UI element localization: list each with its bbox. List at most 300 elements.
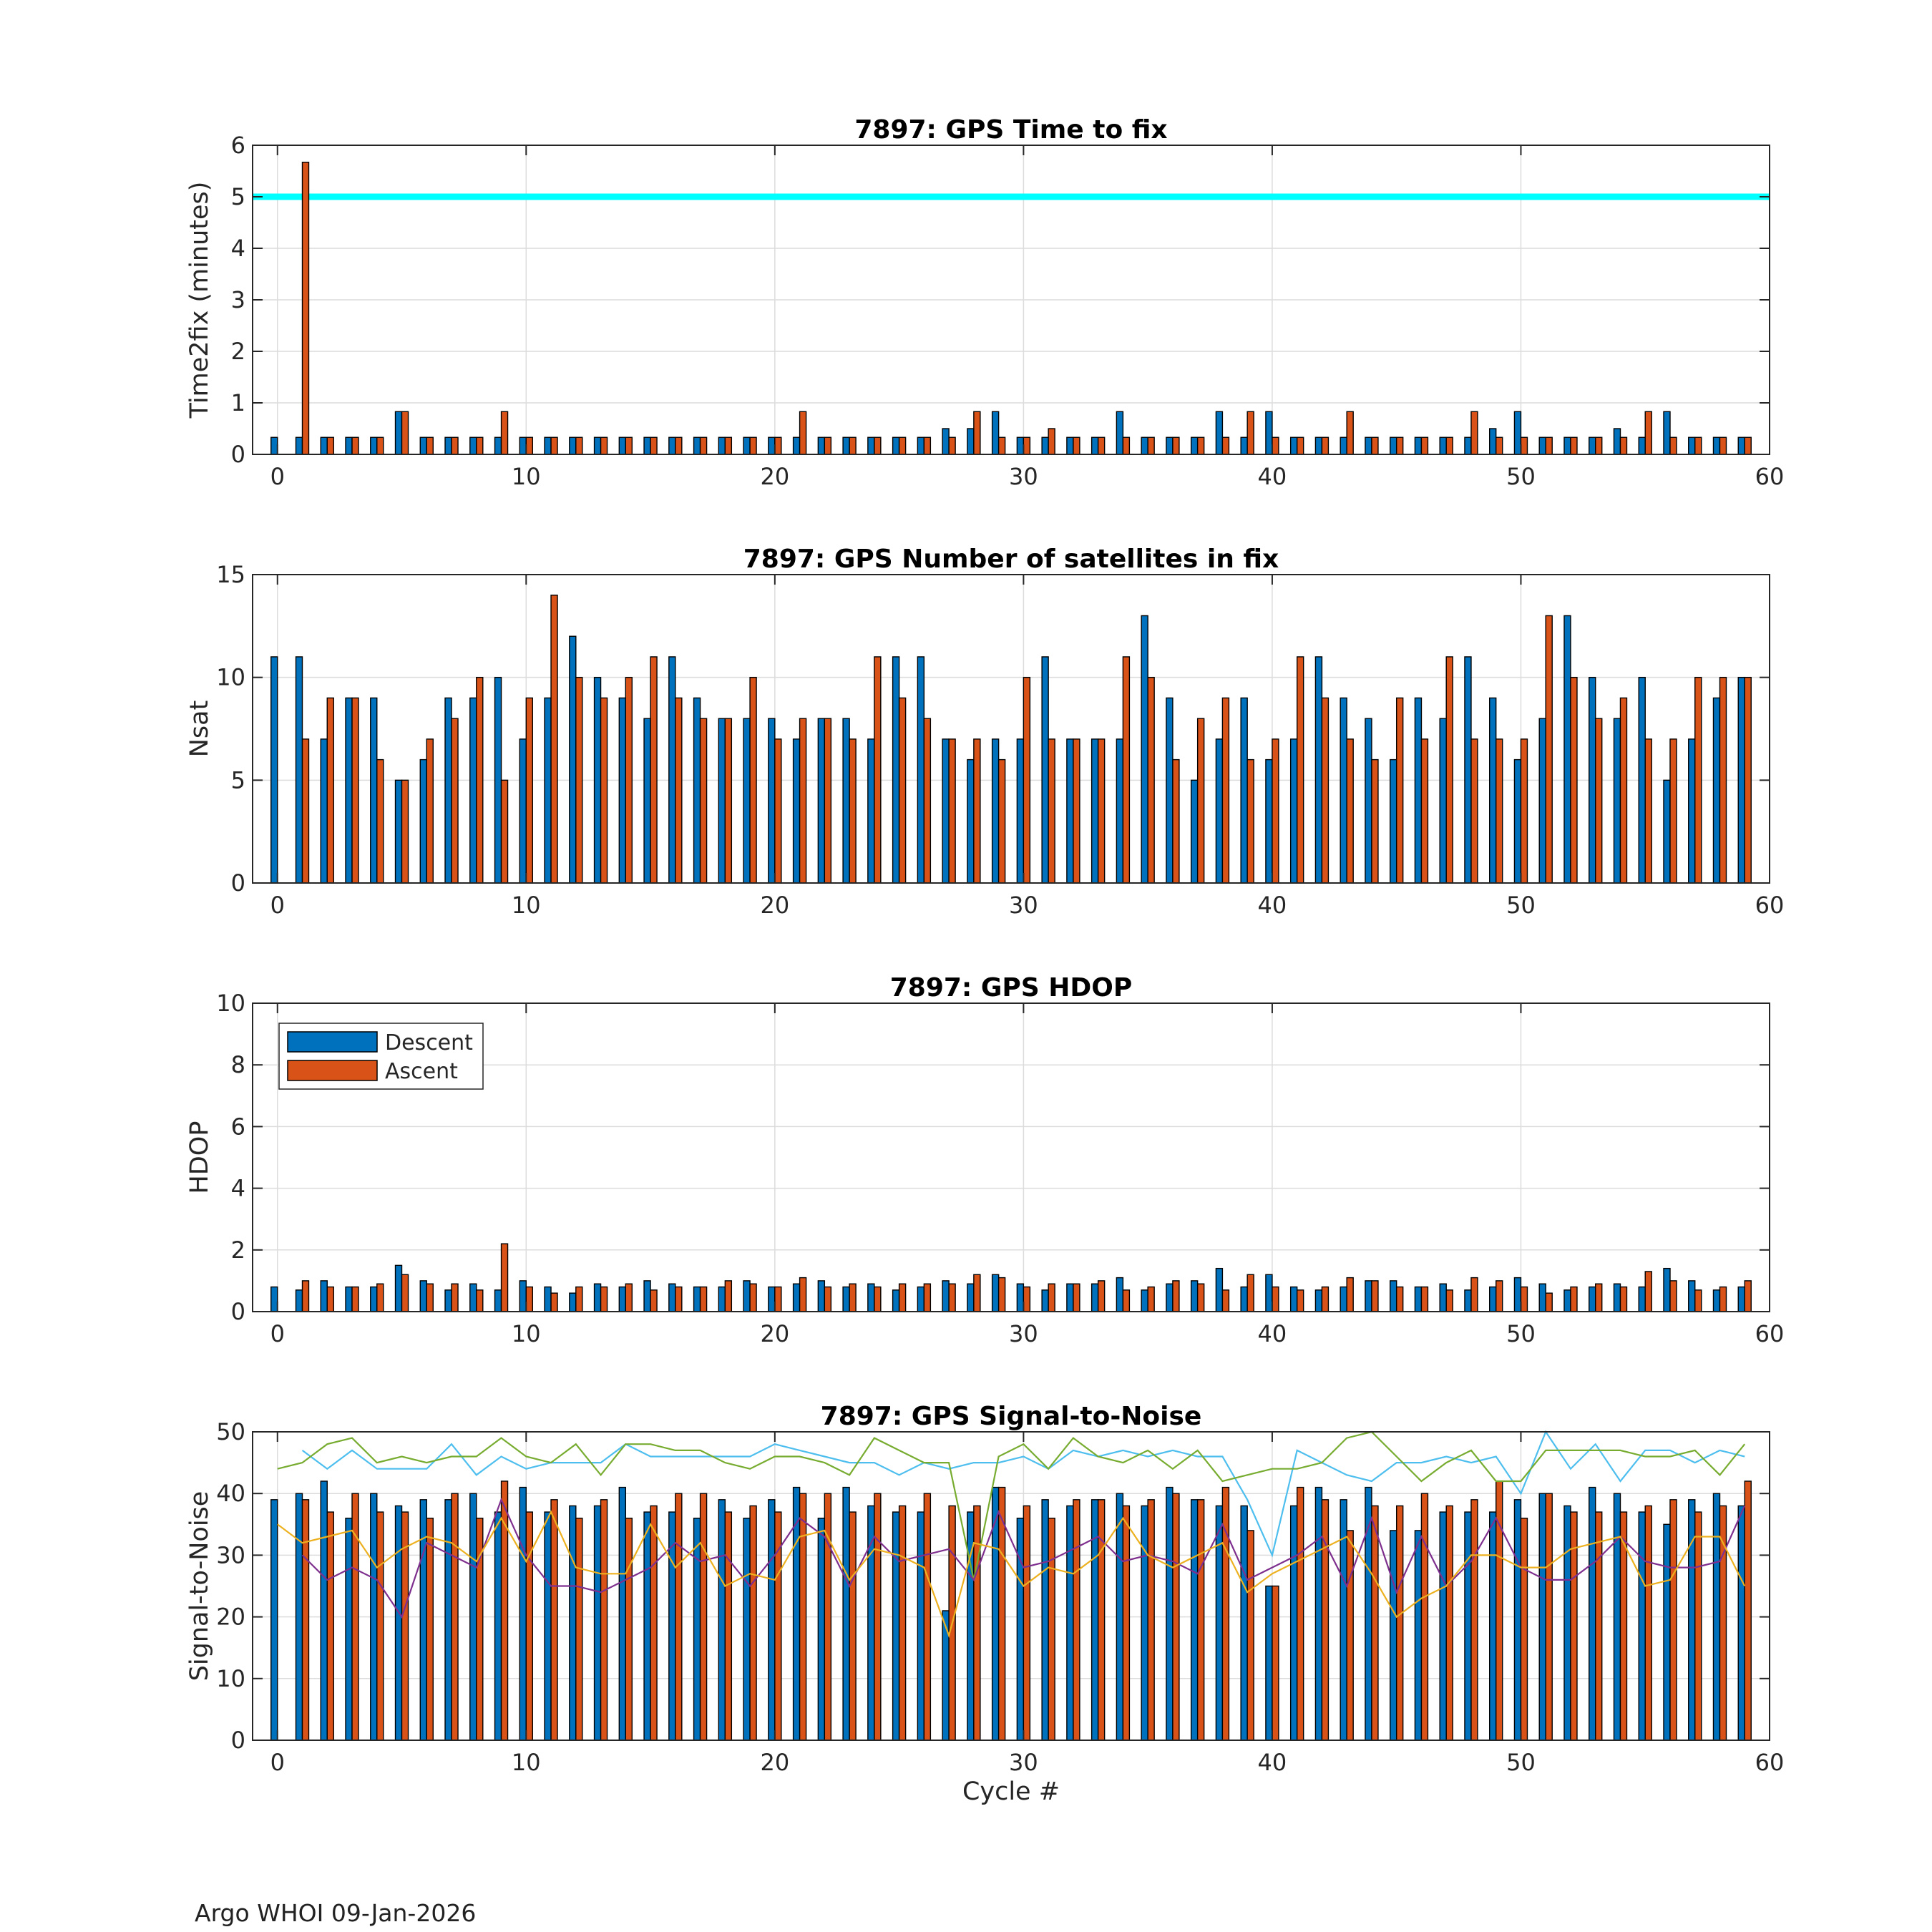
ascent-bar bbox=[477, 678, 483, 883]
ascent-bar bbox=[675, 698, 682, 883]
descent-bar bbox=[1465, 1512, 1471, 1740]
y-tick-label: 1 bbox=[230, 389, 245, 416]
y-tick-label: 0 bbox=[230, 869, 245, 897]
descent-bar bbox=[743, 1281, 750, 1312]
ascent-bar bbox=[949, 1284, 955, 1312]
ascent-bar bbox=[1148, 1287, 1154, 1312]
ascent-bar bbox=[327, 1287, 333, 1312]
descent-bar bbox=[818, 718, 824, 883]
ascent-bar bbox=[874, 657, 881, 883]
ascent-bar bbox=[1421, 1287, 1428, 1312]
x-tick-label: 10 bbox=[511, 1749, 541, 1776]
ascent-bar bbox=[1670, 739, 1677, 883]
x-tick-label: 20 bbox=[760, 1320, 790, 1347]
descent-bar bbox=[346, 1518, 352, 1740]
descent-bar bbox=[1589, 1287, 1596, 1312]
ascent-bar bbox=[452, 1493, 458, 1740]
ascent-bar bbox=[601, 698, 608, 883]
ascent-bar bbox=[1446, 1506, 1453, 1740]
chart-title: 7897: GPS Time to fix bbox=[854, 115, 1168, 145]
descent-bar bbox=[1191, 1500, 1198, 1740]
descent-bar bbox=[1092, 1284, 1098, 1312]
descent-bar bbox=[1390, 760, 1397, 883]
ascent-bar bbox=[1347, 411, 1353, 454]
ascent-bar bbox=[1023, 437, 1030, 454]
ascent-bar bbox=[1745, 678, 1751, 883]
ascent-bar bbox=[650, 1290, 657, 1312]
ascent-bar bbox=[725, 1281, 731, 1312]
x-tick-label: 60 bbox=[1755, 1749, 1785, 1776]
ascent-bar bbox=[824, 437, 831, 454]
descent-bar bbox=[917, 437, 924, 454]
descent-bar bbox=[1092, 739, 1098, 883]
descent-bar bbox=[718, 1287, 725, 1312]
ascent-bar bbox=[675, 1493, 682, 1740]
ascent-bar bbox=[625, 678, 632, 883]
descent-bar bbox=[992, 739, 999, 883]
descent-bar bbox=[917, 657, 924, 883]
ascent-bar bbox=[1148, 437, 1154, 454]
ascent-bar bbox=[1571, 678, 1577, 883]
descent-bar bbox=[346, 437, 352, 454]
y-axis-label: Nsat bbox=[185, 700, 214, 758]
ascent-bar bbox=[1446, 1290, 1453, 1312]
descent-bar bbox=[470, 698, 477, 883]
ascent-bar bbox=[526, 1287, 532, 1312]
descent-bar bbox=[1415, 698, 1421, 883]
ascent-bar bbox=[1297, 437, 1304, 454]
ascent-bar bbox=[1645, 1272, 1652, 1312]
ascent-bar bbox=[1546, 615, 1552, 883]
ascent-bar bbox=[1073, 437, 1080, 454]
ascent-bar bbox=[849, 1284, 856, 1312]
descent-bar bbox=[570, 437, 576, 454]
descent-bar bbox=[271, 1287, 278, 1312]
ascent-bar bbox=[1322, 437, 1328, 454]
ascent-bar bbox=[551, 437, 557, 454]
descent-bar bbox=[1514, 1500, 1521, 1740]
ascent-bar bbox=[1571, 1287, 1577, 1312]
chart-title: 7897: GPS HDOP bbox=[889, 973, 1133, 1002]
y-tick-label: 4 bbox=[230, 235, 245, 262]
descent-bar bbox=[694, 698, 701, 883]
ascent-bar bbox=[1247, 1531, 1254, 1740]
descent-bar bbox=[1639, 1287, 1645, 1312]
descent-bar bbox=[619, 698, 625, 883]
ascent-bar bbox=[601, 437, 608, 454]
ascent-bar bbox=[874, 1287, 881, 1312]
descent-bar bbox=[1216, 1269, 1222, 1312]
ascent-bar bbox=[1471, 1500, 1478, 1740]
ascent-bar bbox=[1098, 739, 1105, 883]
ascent-bar bbox=[352, 437, 358, 454]
descent-bar bbox=[942, 1611, 949, 1740]
ascent-bar bbox=[352, 1493, 358, 1740]
descent-bar bbox=[1415, 1287, 1421, 1312]
descent-bar bbox=[1266, 1274, 1272, 1312]
ascent-bar bbox=[1719, 1287, 1726, 1312]
descent-bar bbox=[296, 657, 303, 883]
descent-bar bbox=[694, 1287, 701, 1312]
x-tick-label: 20 bbox=[760, 463, 790, 490]
ascent-bar bbox=[824, 1287, 831, 1312]
ascent-bar bbox=[377, 760, 384, 883]
descent-bar bbox=[1664, 411, 1670, 454]
x-tick-label: 50 bbox=[1506, 1749, 1536, 1776]
descent-bar bbox=[519, 739, 526, 883]
ascent-bar bbox=[1023, 1287, 1030, 1312]
descent-bar bbox=[1614, 429, 1620, 454]
descent-bar bbox=[1017, 437, 1023, 454]
ascent-bar bbox=[1620, 1287, 1626, 1312]
descent-bar bbox=[967, 1284, 974, 1312]
x-tick-label: 40 bbox=[1257, 1749, 1287, 1776]
ascent-bar bbox=[1123, 1290, 1129, 1312]
ascent-bar bbox=[650, 437, 657, 454]
y-tick-label: 15 bbox=[216, 561, 245, 588]
ascent-bar bbox=[1397, 698, 1403, 883]
descent-bar bbox=[818, 1281, 824, 1312]
descent-bar bbox=[445, 1500, 452, 1740]
descent-bar bbox=[1067, 437, 1073, 454]
chart-title: 7897: GPS Number of satellites in fix bbox=[743, 545, 1279, 574]
ascent-bar bbox=[1048, 739, 1055, 883]
ascent-bar bbox=[1198, 1500, 1204, 1740]
ascent-bar bbox=[426, 1284, 433, 1312]
descent-bar bbox=[545, 698, 551, 883]
descent-bar bbox=[1241, 698, 1247, 883]
ascent-bar bbox=[800, 1278, 806, 1312]
ascent-bar bbox=[1347, 1278, 1353, 1312]
panel-2 bbox=[185, 545, 1784, 919]
x-tick-label: 20 bbox=[760, 1749, 790, 1776]
descent-bar bbox=[1166, 698, 1173, 883]
descent-bar bbox=[769, 1500, 775, 1740]
descent-bar bbox=[1713, 1493, 1719, 1740]
descent-bar bbox=[1713, 698, 1719, 883]
y-tick-label: 6 bbox=[230, 132, 245, 159]
ascent-bar bbox=[1173, 1493, 1179, 1740]
descent-bar bbox=[1390, 437, 1397, 454]
ascent-bar bbox=[1073, 1284, 1080, 1312]
ascent-bar bbox=[452, 1284, 458, 1312]
ascent-bar bbox=[352, 1287, 358, 1312]
legend-label-descent: Descent bbox=[385, 1030, 473, 1055]
ascent-bar bbox=[1347, 739, 1353, 883]
descent-bar bbox=[1291, 739, 1297, 883]
descent-bar bbox=[1017, 1518, 1023, 1740]
ascent-bar bbox=[303, 162, 309, 454]
descent-bar bbox=[669, 1284, 675, 1312]
descent-bar bbox=[1738, 678, 1745, 883]
ascent-bar bbox=[1471, 739, 1478, 883]
descent-bar bbox=[1315, 1290, 1322, 1312]
descent-bar bbox=[1141, 437, 1148, 454]
ascent-bar bbox=[874, 1493, 881, 1740]
y-tick-label: 4 bbox=[230, 1174, 245, 1202]
ascent-bar bbox=[1645, 1506, 1652, 1740]
ascent-bar bbox=[701, 437, 707, 454]
ascent-bar bbox=[1123, 657, 1129, 883]
descent-bar bbox=[1017, 739, 1023, 883]
descent-bar bbox=[992, 411, 999, 454]
ascent-bar bbox=[327, 1512, 333, 1740]
ascent-bar bbox=[824, 718, 831, 883]
ascent-bar bbox=[999, 437, 1005, 454]
descent-bar bbox=[619, 1488, 625, 1740]
ascent-bar bbox=[1695, 1290, 1702, 1312]
descent-bar bbox=[396, 1265, 402, 1312]
descent-bar bbox=[1042, 657, 1048, 883]
x-tick-label: 30 bbox=[1009, 463, 1038, 490]
ascent-bar bbox=[1695, 1512, 1702, 1740]
ascent-bar bbox=[1198, 437, 1204, 454]
descent-bar bbox=[1291, 1506, 1297, 1740]
descent-bar bbox=[1738, 1287, 1745, 1312]
descent-bar bbox=[1490, 698, 1496, 883]
descent-bar bbox=[992, 1274, 999, 1312]
descent-bar bbox=[396, 1506, 402, 1740]
ascent-bar bbox=[377, 437, 384, 454]
descent-bar bbox=[967, 760, 974, 883]
panel-1 bbox=[185, 115, 1784, 490]
ascent-bar bbox=[1745, 437, 1751, 454]
ascent-bar bbox=[1297, 1488, 1304, 1740]
descent-bar bbox=[1465, 657, 1471, 883]
descent-bar bbox=[644, 437, 650, 454]
descent-bar bbox=[1365, 437, 1372, 454]
descent-bar bbox=[619, 437, 625, 454]
descent-bar bbox=[769, 437, 775, 454]
y-axis-label: HDOP bbox=[185, 1121, 214, 1194]
ascent-bar bbox=[1247, 1274, 1254, 1312]
ascent-bar bbox=[477, 437, 483, 454]
ascent-bar bbox=[601, 1500, 608, 1740]
ascent-bar bbox=[1322, 1500, 1328, 1740]
y-tick-label: 8 bbox=[230, 1051, 245, 1079]
descent-bar bbox=[445, 1290, 452, 1312]
ascent-bar bbox=[1073, 1500, 1080, 1740]
y-axis-label: Signal-to-Noise bbox=[185, 1491, 214, 1682]
ascent-bar bbox=[949, 437, 955, 454]
descent-bar bbox=[1291, 437, 1297, 454]
x-tick-label: 50 bbox=[1506, 463, 1536, 490]
ascent-bar bbox=[1098, 437, 1105, 454]
descent-bar bbox=[1092, 1500, 1098, 1740]
descent-bar bbox=[595, 1284, 601, 1312]
descent-bar bbox=[1291, 1287, 1297, 1312]
footer-text: Argo WHOI 09-Jan-2026 bbox=[195, 1899, 477, 1927]
descent-bar bbox=[1713, 437, 1719, 454]
descent-bar bbox=[769, 1287, 775, 1312]
ascent-bar bbox=[1347, 1531, 1353, 1740]
ascent-bar bbox=[999, 760, 1005, 883]
ascent-bar bbox=[1521, 1287, 1527, 1312]
ascent-bar bbox=[1695, 437, 1702, 454]
descent-bar bbox=[1315, 1488, 1322, 1740]
y-tick-label: 6 bbox=[230, 1113, 245, 1141]
descent-bar bbox=[917, 1287, 924, 1312]
ascent-bar bbox=[1123, 437, 1129, 454]
ascent-bar bbox=[1098, 1500, 1105, 1740]
descent-bar bbox=[271, 1500, 278, 1740]
ascent-bar bbox=[800, 718, 806, 883]
descent-bar bbox=[1689, 1500, 1695, 1740]
descent-bar bbox=[595, 678, 601, 883]
ascent-bar bbox=[824, 1493, 831, 1740]
descent-bar bbox=[1738, 1506, 1745, 1740]
descent-bar bbox=[495, 1512, 502, 1740]
ascent-bar bbox=[750, 1284, 756, 1312]
x-tick-label: 30 bbox=[1009, 1320, 1038, 1347]
ascent-bar bbox=[725, 437, 731, 454]
descent-bar bbox=[1141, 615, 1148, 883]
ascent-bar bbox=[974, 1274, 980, 1312]
legend bbox=[279, 1023, 483, 1089]
x-tick-label: 60 bbox=[1755, 463, 1785, 490]
descent-bar bbox=[1340, 1500, 1347, 1740]
ascent-bar bbox=[849, 1512, 856, 1740]
descent-bar bbox=[794, 1284, 800, 1312]
ascent-bar bbox=[1421, 739, 1428, 883]
ascent-bar bbox=[327, 437, 333, 454]
descent-bar bbox=[545, 437, 551, 454]
descent-bar bbox=[1365, 718, 1372, 883]
y-axis-label: Time2fix (minutes) bbox=[185, 181, 214, 419]
descent-bar bbox=[1664, 1269, 1670, 1312]
ascent-bar bbox=[1322, 1287, 1328, 1312]
ascent-bar bbox=[1297, 1290, 1304, 1312]
ascent-bar bbox=[974, 1506, 980, 1740]
y-tick-label: 3 bbox=[230, 286, 245, 313]
descent-bar bbox=[1017, 1284, 1023, 1312]
y-tick-label: 0 bbox=[230, 1727, 245, 1754]
ascent-bar bbox=[899, 1506, 906, 1740]
descent-bar bbox=[1689, 739, 1695, 883]
ascent-bar bbox=[849, 739, 856, 883]
ascent-bar bbox=[1670, 1500, 1677, 1740]
ascent-bar bbox=[551, 1293, 557, 1312]
ascent-bar bbox=[1372, 437, 1378, 454]
descent-bar bbox=[1564, 1290, 1571, 1312]
descent-bar bbox=[420, 1500, 426, 1740]
ascent-bar bbox=[502, 1244, 508, 1312]
descent-bar bbox=[1440, 718, 1446, 883]
descent-bar bbox=[495, 437, 502, 454]
y-tick-label: 30 bbox=[216, 1541, 245, 1569]
descent-bar bbox=[1191, 437, 1198, 454]
descent-bar bbox=[470, 1493, 477, 1740]
x-tick-label: 30 bbox=[1009, 892, 1038, 919]
descent-bar bbox=[1415, 1531, 1421, 1740]
x-tick-label: 60 bbox=[1755, 1320, 1785, 1347]
ascent-bar bbox=[1173, 1281, 1179, 1312]
ascent-bar bbox=[1322, 698, 1328, 883]
y-tick-label: 50 bbox=[216, 1418, 245, 1445]
x-tick-label: 60 bbox=[1755, 892, 1785, 919]
ascent-bar bbox=[377, 1512, 384, 1740]
descent-bar bbox=[1116, 739, 1123, 883]
descent-bar bbox=[1042, 1500, 1048, 1740]
descent-bar bbox=[893, 437, 899, 454]
descent-bar bbox=[595, 437, 601, 454]
descent-bar bbox=[1266, 760, 1272, 883]
chart-title: 7897: GPS Signal-to-Noise bbox=[820, 1402, 1202, 1431]
ascent-bar bbox=[551, 1500, 557, 1740]
ascent-bar bbox=[1023, 1506, 1030, 1740]
ascent-bar bbox=[1596, 1284, 1602, 1312]
ascent-bar bbox=[1496, 739, 1503, 883]
y-tick-label: 10 bbox=[216, 663, 245, 691]
ascent-bar bbox=[402, 411, 409, 454]
ascent-bar bbox=[1496, 437, 1503, 454]
descent-bar bbox=[1539, 1493, 1546, 1740]
descent-bar bbox=[1589, 678, 1596, 883]
descent-bar bbox=[346, 1287, 352, 1312]
y-tick-label: 5 bbox=[230, 766, 245, 794]
ascent-bar bbox=[1571, 437, 1577, 454]
descent-bar bbox=[1664, 780, 1670, 883]
ascent-bar bbox=[1397, 1287, 1403, 1312]
ascent-bar bbox=[402, 1274, 409, 1312]
ascent-bar bbox=[502, 411, 508, 454]
descent-bar bbox=[942, 1281, 949, 1312]
ascent-bar bbox=[1471, 411, 1478, 454]
descent-bar bbox=[794, 739, 800, 883]
x-tick-label: 30 bbox=[1009, 1749, 1038, 1776]
y-tick-label: 10 bbox=[216, 990, 245, 1017]
descent-bar bbox=[794, 437, 800, 454]
ascent-bar bbox=[352, 698, 358, 883]
ascent-bar bbox=[1222, 698, 1229, 883]
ascent-bar bbox=[303, 739, 309, 883]
ascent-bar bbox=[1496, 1281, 1503, 1312]
panel-3 bbox=[185, 973, 1784, 1347]
descent-bar bbox=[818, 437, 824, 454]
ascent-bar bbox=[1272, 1287, 1279, 1312]
ascent-bar bbox=[725, 718, 731, 883]
ascent-bar bbox=[1421, 1493, 1428, 1740]
ascent-bar bbox=[1222, 1290, 1229, 1312]
descent-bar bbox=[1490, 1512, 1496, 1740]
x-tick-label: 40 bbox=[1257, 463, 1287, 490]
descent-bar bbox=[1689, 1281, 1695, 1312]
ascent-bar bbox=[1247, 760, 1254, 883]
descent-bar bbox=[1241, 437, 1247, 454]
descent-bar bbox=[1514, 1278, 1521, 1312]
descent-bar bbox=[1440, 437, 1446, 454]
ascent-bar bbox=[1645, 411, 1652, 454]
descent-bar bbox=[644, 718, 650, 883]
descent-bar bbox=[445, 698, 452, 883]
descent-bar bbox=[1390, 1281, 1397, 1312]
descent-bar bbox=[868, 739, 874, 883]
ascent-bar bbox=[1198, 718, 1204, 883]
descent-bar bbox=[743, 718, 750, 883]
ascent-bar bbox=[1372, 760, 1378, 883]
ascent-bar bbox=[1048, 1518, 1055, 1740]
ascent-bar bbox=[1023, 678, 1030, 883]
descent-bar bbox=[346, 698, 352, 883]
ascent-bar bbox=[1272, 1586, 1279, 1741]
ascent-bar bbox=[1670, 437, 1677, 454]
descent-bar bbox=[1564, 437, 1571, 454]
legend-label-ascent: Ascent bbox=[385, 1059, 458, 1084]
ascent-bar bbox=[899, 1284, 906, 1312]
descent-bar bbox=[743, 437, 750, 454]
ascent-bar bbox=[750, 678, 756, 883]
descent-bar bbox=[1614, 1284, 1620, 1312]
